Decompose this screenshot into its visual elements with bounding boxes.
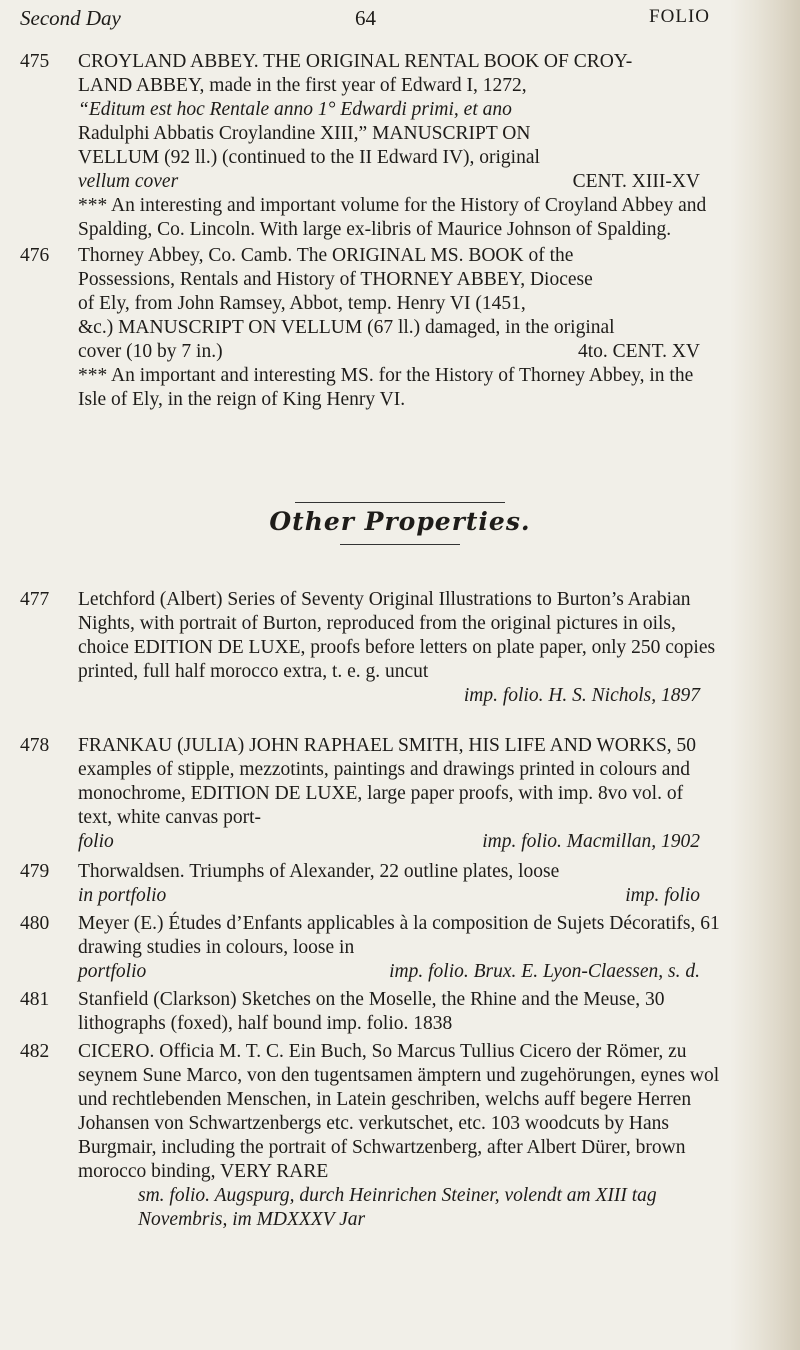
lot-tail-right: imp. folio. Brux. E. Lyon-Claessen, s. d.: [389, 961, 700, 982]
lot-476: [20, 244, 720, 412]
lot-text: Meyer (E.) Études d’Enfants applicables à la composition de Sujets Décoratifs, 61 drawing studies in colours, loose in: [78, 913, 720, 958]
lot-binding: vellum cover: [78, 171, 179, 192]
lot-text: Letchford (Albert) Series of Seventy Original Illustrations to Burton’s Arabian Nights, with portrait of Burton, reproduced from the original pictures in oils, choice EDITION DE LUXE, proofs before letters on plate paper, only 250 copies printed, full half morocco extra, t. e. g. uncut: [78, 589, 716, 682]
page-number: 64: [355, 6, 376, 30]
lot-tail: sm. folio. Augspurg, durch Heinrichen Steiner, volendt am XIII tag Novembris, im MDXXXV Jar: [138, 1185, 657, 1230]
lot-480: [20, 912, 720, 984]
lot-477: [20, 588, 720, 708]
lot-note: *** An interesting and important volume for the History of Croyland Abbey and Spalding, Co. Lincoln. With large ex-libris of Maurice Johnson of Spalding.: [78, 195, 707, 240]
lot-text: CICERO. Officia M. T. C. Ein Buch, So Marcus Tullius Cicero der Römer, zu seynem Sune Marco, von den tugentsamen ämptern und zugehörungen, eynes wol und rechtlebenden Menschen, in Latein geschriben, welchs auff begere Herren Johansen von Schwartzenbergs etc. verkutschet, etc. 103 woodcuts by Hans Burgmair, including the portrait of Schwartzenberg, after Albert Dürer, brown morocco binding, VERY RARE: [78, 1041, 720, 1182]
page-edge-shadow: [730, 0, 800, 1350]
lot-tail-right: imp. folio. Macmillan, 1902: [482, 831, 700, 852]
lot-482: [20, 1040, 720, 1232]
lot-binding: cover (10 by 7 in.): [78, 341, 223, 362]
page-header: [20, 6, 710, 46]
lot-line: Possessions, Rentals and History of THORNEY ABBEY, Diocese: [78, 269, 593, 290]
lot-date: 4to. CENT. XV: [577, 341, 700, 362]
divider: [295, 502, 505, 503]
lot-note: *** An important and interesting MS. for the History of Thorney Abbey, in the Isle of Ely, in the reign of King Henry VI.: [78, 365, 694, 410]
lot-line: VELLUM (92 ll.) (continued to the II Edward IV), original: [78, 147, 540, 168]
lot-number: 481: [20, 989, 50, 1010]
lot-478: [20, 734, 720, 854]
lot-number: 478: [20, 735, 50, 756]
lot-line: &c.) MANUSCRIPT ON VELLUM (67 ll.) damaged, in the original: [78, 317, 615, 338]
section-heading: [0, 502, 800, 545]
divider: [340, 544, 460, 545]
lot-number: 480: [20, 913, 50, 934]
lot-tail-right: imp. folio: [625, 885, 700, 906]
lot-line: Thorney Abbey, Co. Camb. The ORIGINAL MS. BOOK of the: [78, 245, 574, 266]
lot-line: Radulphi Abbatis Croylandine XIII,” MANUSCRIPT ON: [78, 123, 531, 144]
lot-text: FRANKAU (JULIA) JOHN RAPHAEL SMITH, HIS LIFE AND WORKS, 50 examples of stipple, mezzotints, paintings and drawings printed in colours and monochrome, EDITION DE LUXE, large paper proofs, with imp. 8vo vol. of text, white canvas port-: [78, 735, 697, 828]
lot-number: 476: [20, 245, 50, 266]
lot-481: [20, 988, 720, 1036]
header-format: FOLIO: [649, 6, 710, 27]
lot-tail-left: portfolio: [78, 961, 147, 982]
lot-tail-left: in portfolio: [78, 885, 167, 906]
lot-479: [20, 860, 720, 908]
lot-line: LAND ABBEY, made in the first year of Edward I, 1272,: [78, 75, 527, 96]
header-day: Second Day: [20, 6, 121, 30]
lot-number: 479: [20, 861, 50, 882]
lot-number: 477: [20, 589, 50, 610]
lot-text: Thorwaldsen. Triumphs of Alexander, 22 outline plates, loose: [78, 861, 560, 882]
lot-line: CROYLAND ABBEY. THE ORIGINAL RENTAL BOOK OF CROY-: [78, 51, 633, 72]
lot-tail-left: folio: [78, 831, 114, 852]
lot-475: [20, 50, 720, 242]
section-title: Other Properties.: [269, 507, 531, 536]
lot-line: “Editum est hoc Rentale anno 1° Edwardi primi, et ano: [78, 99, 512, 120]
lot-text: Stanfield (Clarkson) Sketches on the Moselle, the Rhine and the Meuse, 30 lithographs (foxed), half bound imp. folio. 1838: [78, 989, 665, 1034]
lot-number: 475: [20, 51, 50, 72]
lot-date: CENT. XIII-XV: [572, 171, 700, 192]
lot-tail: imp. folio. H. S. Nichols, 1897: [463, 685, 700, 706]
lot-number: 482: [20, 1041, 50, 1062]
lot-line: of Ely, from John Ramsey, Abbot, temp. Henry VI (1451,: [78, 293, 526, 314]
